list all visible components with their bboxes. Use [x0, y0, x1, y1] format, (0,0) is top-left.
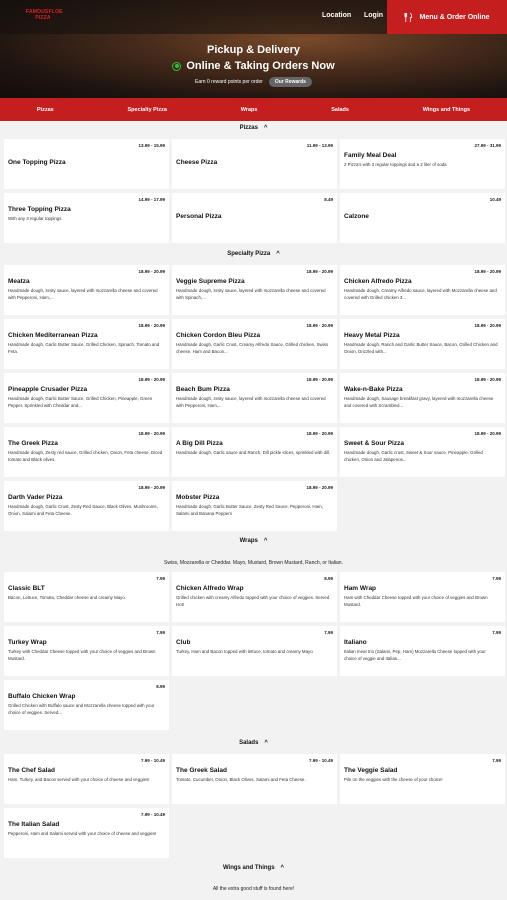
section-title: Specialty Pizza [227, 251, 271, 257]
menu-item-card[interactable] [340, 193, 505, 243]
category-tab-specialty-pizza[interactable]: Specialty Pizza [127, 106, 167, 113]
item-description: Italian meat trio (Salami, Pep, Ham) Mozzarella Cheese topped with your choice of veggie and Italian... [344, 649, 486, 661]
item-description: Handmade dough, Garlic sauce and Ranch, Dill pickle slices, sprinkled with dill. [176, 450, 331, 455]
item-name: Personal Pizza [176, 213, 222, 220]
item-price: 7.99 [156, 630, 165, 635]
order-status-text: Online & Taking Orders Now [186, 60, 335, 72]
wings-note: All the extra good stuff is found here! [212, 886, 295, 892]
item-price: 8.49 [324, 197, 333, 202]
item-price: 18.99 - 20.99 [138, 269, 165, 274]
menu-item-card[interactable] [340, 265, 505, 315]
item-description: Grilled Chicken with Buffalo sauce and Mozzarella cheese topped with your choice of veggies. Served... [8, 703, 155, 715]
item-description: Handmade dough, zesty sauce, layered with mozzarella cheese and covered with Pepperoni, Ham,... [176, 396, 326, 408]
menu-item-card[interactable] [340, 754, 505, 804]
chevron-up-icon: ^ [263, 538, 268, 544]
menu-item-card[interactable] [172, 427, 337, 477]
item-name: Chicken Alfredo Wrap [176, 585, 244, 592]
item-price: 18.99 - 20.99 [138, 485, 165, 490]
wraps-note: Swiss, Mozzarella or Cheddar. Mayo, Mustard, Brown Mustard, Ranch, or Italian. [164, 560, 343, 566]
item-description: Handmade dough, zesty sauce, layered with mozzarella cheese and covered with Pepperoni, Ham,... [8, 288, 158, 300]
category-tab-wings-and-things[interactable]: Wings and Things [422, 106, 471, 113]
section-title: Salads [239, 740, 259, 746]
item-price: 18.99 - 20.99 [474, 269, 501, 274]
item-name: Calzone [344, 213, 369, 220]
section-header-wraps[interactable] [0, 538, 507, 544]
chevron-up-icon: ^ [280, 865, 285, 871]
hero-title: Pickup & Delivery [207, 44, 300, 56]
item-price: 13.99 - 15.99 [138, 143, 165, 148]
section-title: Pizzas [239, 125, 258, 131]
chevron-up-icon: ^ [263, 125, 268, 131]
item-price: 7.99 [324, 630, 333, 635]
menu-item-card[interactable] [340, 139, 505, 189]
item-price: 7.99 - 10.49 [308, 758, 333, 763]
menu-order-label: Menu & Order Online [419, 13, 490, 21]
chevron-up-icon: ^ [264, 740, 268, 746]
item-price: 7.99 [492, 630, 501, 635]
item-description: Grilled chicken with creamy Alfredo topped with your choice of veggies. Served Hot! [176, 595, 330, 607]
menu-item-card[interactable] [4, 427, 169, 477]
menu-item-card[interactable] [172, 139, 337, 189]
item-description: Turkey with Cheddar Cheese topped with your choice of veggies and Brown Mustard. [8, 649, 156, 661]
section-title: Wraps [239, 538, 258, 544]
item-name: Sweet & Sour Pizza [344, 440, 404, 447]
menu-item-card[interactable] [172, 626, 337, 676]
menu-item-card[interactable] [4, 626, 169, 676]
item-name: Club [176, 639, 191, 646]
menu-item-card[interactable] [4, 265, 169, 315]
item-price: 18.99 - 20.99 [474, 323, 501, 328]
item-name: Family Meal Deal [344, 152, 397, 159]
item-name: Heavy Metal Pizza [344, 332, 400, 339]
item-price: 14.99 - 17.99 [138, 197, 165, 202]
item-price: 18.99 - 20.99 [306, 323, 333, 328]
item-price: 18.99 - 20.99 [474, 377, 501, 382]
item-name: The Greek Salad [176, 767, 227, 774]
item-description: Pile on the veggies with the cheese of your choice! [344, 777, 443, 782]
item-price: 18.99 - 20.99 [306, 485, 333, 490]
category-tab-salads[interactable]: Salads [331, 106, 349, 113]
item-name: Pineapple Crusader Pizza [8, 386, 88, 393]
item-description: Handmade dough, Zesty red sauce, Grilled chicken, Onion, Feta cheese, Diced tomato and Black olives. [8, 450, 163, 462]
item-price: 7.99 [492, 576, 501, 581]
menu-item-card[interactable] [340, 572, 505, 622]
item-price: 18.99 - 20.99 [138, 431, 165, 436]
menu-item-card[interactable] [340, 626, 505, 676]
item-price: 7.99 - 10.49 [140, 758, 165, 763]
item-price: 18.99 - 20.99 [138, 323, 165, 328]
item-price: 8.99 [324, 576, 333, 581]
item-description: Handmade dough, Garlic Butter Sauce, Zesty Red Sauce, Pepperoni, Ham, Salami and Banana Peppers [176, 504, 323, 516]
nav-location-link[interactable]: Location [322, 12, 352, 19]
item-price: 18.99 - 20.99 [306, 377, 333, 382]
utensils-icon [404, 13, 413, 22]
item-description: Handmade dough, Garlic Butter Sauce, Grilled Chicken, Spinach, Tomato and Feta. [8, 342, 160, 354]
item-description: Handmade dough, Garlic Butter Sauce, Grilled Chicken, Pineapple, Green Pepper, Sprinkled with Cheddar and... [8, 396, 153, 408]
item-description: Handmade dough, zesty sauce, layered with mozzarella cheese and covered with Spinach,... [176, 288, 326, 300]
item-description: Ham with Cheddar Cheese topped with your choice of veggies and Brown Mustard. [344, 595, 488, 607]
category-tab-pizzas[interactable]: Pizzas [36, 106, 54, 113]
section-header-salads[interactable] [0, 740, 507, 746]
item-price: 10.49 [489, 197, 501, 202]
item-name: Darth Vader Pizza [8, 494, 63, 501]
menu-item-card[interactable] [172, 481, 337, 531]
item-price: 8.99 [156, 684, 165, 689]
item-price: 7.99 [156, 576, 165, 581]
item-name: Veggie Supreme Pizza [176, 278, 245, 285]
item-price: 18.99 - 20.99 [474, 431, 501, 436]
menu-item-card[interactable] [172, 572, 337, 622]
category-tab-wraps[interactable]: Wraps [240, 106, 258, 113]
nav-login-link[interactable]: Login [364, 12, 384, 19]
item-price: 11.99 - 13.99 [306, 143, 333, 148]
item-name: Turkey Wrap [8, 639, 47, 646]
section-header-wings-and-things[interactable] [0, 865, 507, 871]
item-description: Handmade dough, Garlic crust, Sweet & Sour sauce, Pineapple, Grilled chicken, Onion and Jalapenos... [344, 450, 483, 462]
item-name: The Veggie Salad [344, 767, 398, 774]
item-name: Ham Wrap [344, 585, 377, 592]
section-header-pizzas[interactable] [0, 125, 507, 131]
item-description: Pepperoni, Ham and Salami served with your choice of cheese and veggies! [8, 831, 157, 836]
item-description: Handmade dough, Ranch and Garlic Butter Sauce, Bacon, Grilled Chicken and Onion, Drizzled with... [344, 342, 498, 354]
item-name: Three Topping Pizza [8, 206, 71, 213]
item-description: Ham, Turkey, and Bacon served with your choice of cheese and veggies! [8, 777, 150, 782]
item-description: Tomato, Cucumber, Onion, Black Olives, Salami and Feta Cheese. [176, 777, 306, 782]
item-description: Handmade dough, Sausage breakfast gravy, layered with mozzarella cheese and covered with Scrambled... [344, 396, 494, 408]
item-name: Chicken Cordon Bleu Pizza [176, 332, 261, 339]
category-nav [0, 98, 507, 121]
menu-item-card[interactable] [172, 265, 337, 315]
online-status-icon [172, 62, 181, 71]
item-name: Wake-n-Bake Pizza [344, 386, 403, 393]
menu-item-card[interactable] [4, 193, 169, 243]
item-description: Turkey, Ham and Bacon topped with lettuce, tomato and creamy Mayo [176, 649, 313, 654]
item-description: Handmade dough, Garlic Crust, Creamy Alfredo Sauce, Grilled chicken, Swiss cheese, Ham and Bacon... [176, 342, 329, 354]
menu-item-card[interactable] [340, 373, 505, 423]
menu-item-card[interactable] [4, 572, 169, 622]
menu-item-card[interactable] [4, 481, 169, 531]
item-name: Mobster Pizza [176, 494, 220, 501]
item-price: 18.99 - 20.99 [138, 377, 165, 382]
item-name: Classic BLT [8, 585, 45, 592]
menu-item-card[interactable] [4, 808, 169, 858]
menu-item-card[interactable] [4, 139, 169, 189]
menu-item-card[interactable] [172, 373, 337, 423]
item-price: 18.99 - 20.99 [306, 269, 333, 274]
item-name: Italiano [344, 639, 367, 646]
item-description: With any 3 regular toppings [8, 216, 62, 221]
item-name: Buffalo Chicken Wrap [8, 693, 76, 700]
item-description: Handmade dough, Creamy Alfredo sauce, layered with Mozzarella cheese and covered with Grilled chicken 3... [344, 288, 497, 300]
item-price: 18.99 - 20.99 [306, 431, 333, 436]
menu-item-card[interactable] [4, 319, 169, 369]
item-name: One Topping Pizza [8, 159, 66, 166]
order-status [0, 60, 507, 72]
item-name: The Chef Salad [8, 767, 55, 774]
item-price: 7.99 [492, 758, 501, 763]
menu-item-card[interactable] [172, 319, 337, 369]
item-description: Handmade dough, Garlic Crust, Zesty Red Sauce, Black Olives, Mushrooms, Onion, Salami and Feta Cheese. [8, 504, 158, 516]
item-price: 7.99 - 10.49 [140, 812, 165, 817]
menu-order-button[interactable] [387, 0, 507, 34]
item-name: The Greek Pizza [8, 440, 58, 447]
menu-item-card[interactable] [340, 427, 505, 477]
section-title: Wings and Things [222, 865, 275, 871]
item-name: Chicken Mediterranean Pizza [8, 332, 98, 339]
hero-banner [0, 0, 507, 98]
menu-item-card[interactable] [172, 754, 337, 804]
item-name: The Italian Salad [8, 821, 60, 828]
rewards-text: Earn 0 reward points per order [195, 79, 263, 85]
logo[interactable]: FAMOUSFLOE PIZZA [26, 9, 63, 21]
item-name: Meatza [8, 278, 30, 285]
item-name: Beach Bum Pizza [176, 386, 230, 393]
menu-item-card[interactable] [172, 193, 337, 243]
item-name: A Big Dill Pizza [176, 440, 223, 447]
our-rewards-button[interactable]: Our Rewards [269, 77, 312, 87]
item-price: 27.99 - 31.99 [474, 143, 501, 148]
menu-item-card[interactable] [4, 373, 169, 423]
chevron-up-icon: ^ [276, 251, 280, 257]
menu-item-card[interactable] [340, 319, 505, 369]
item-name: Chicken Alfredo Pizza [344, 278, 412, 285]
item-description: 2 Pizza's with 3 regular toppings and a 2 liter of soda [344, 162, 447, 167]
menu-item-card[interactable] [4, 754, 169, 804]
menu-item-card[interactable] [4, 680, 169, 730]
item-description: Bacon, Lettuce, Tomato, Cheddar cheese and creamy Mayo [8, 595, 125, 600]
item-name: Cheese Pizza [176, 159, 218, 166]
rewards-row [0, 77, 507, 87]
section-header-specialty-pizza[interactable] [0, 251, 507, 257]
